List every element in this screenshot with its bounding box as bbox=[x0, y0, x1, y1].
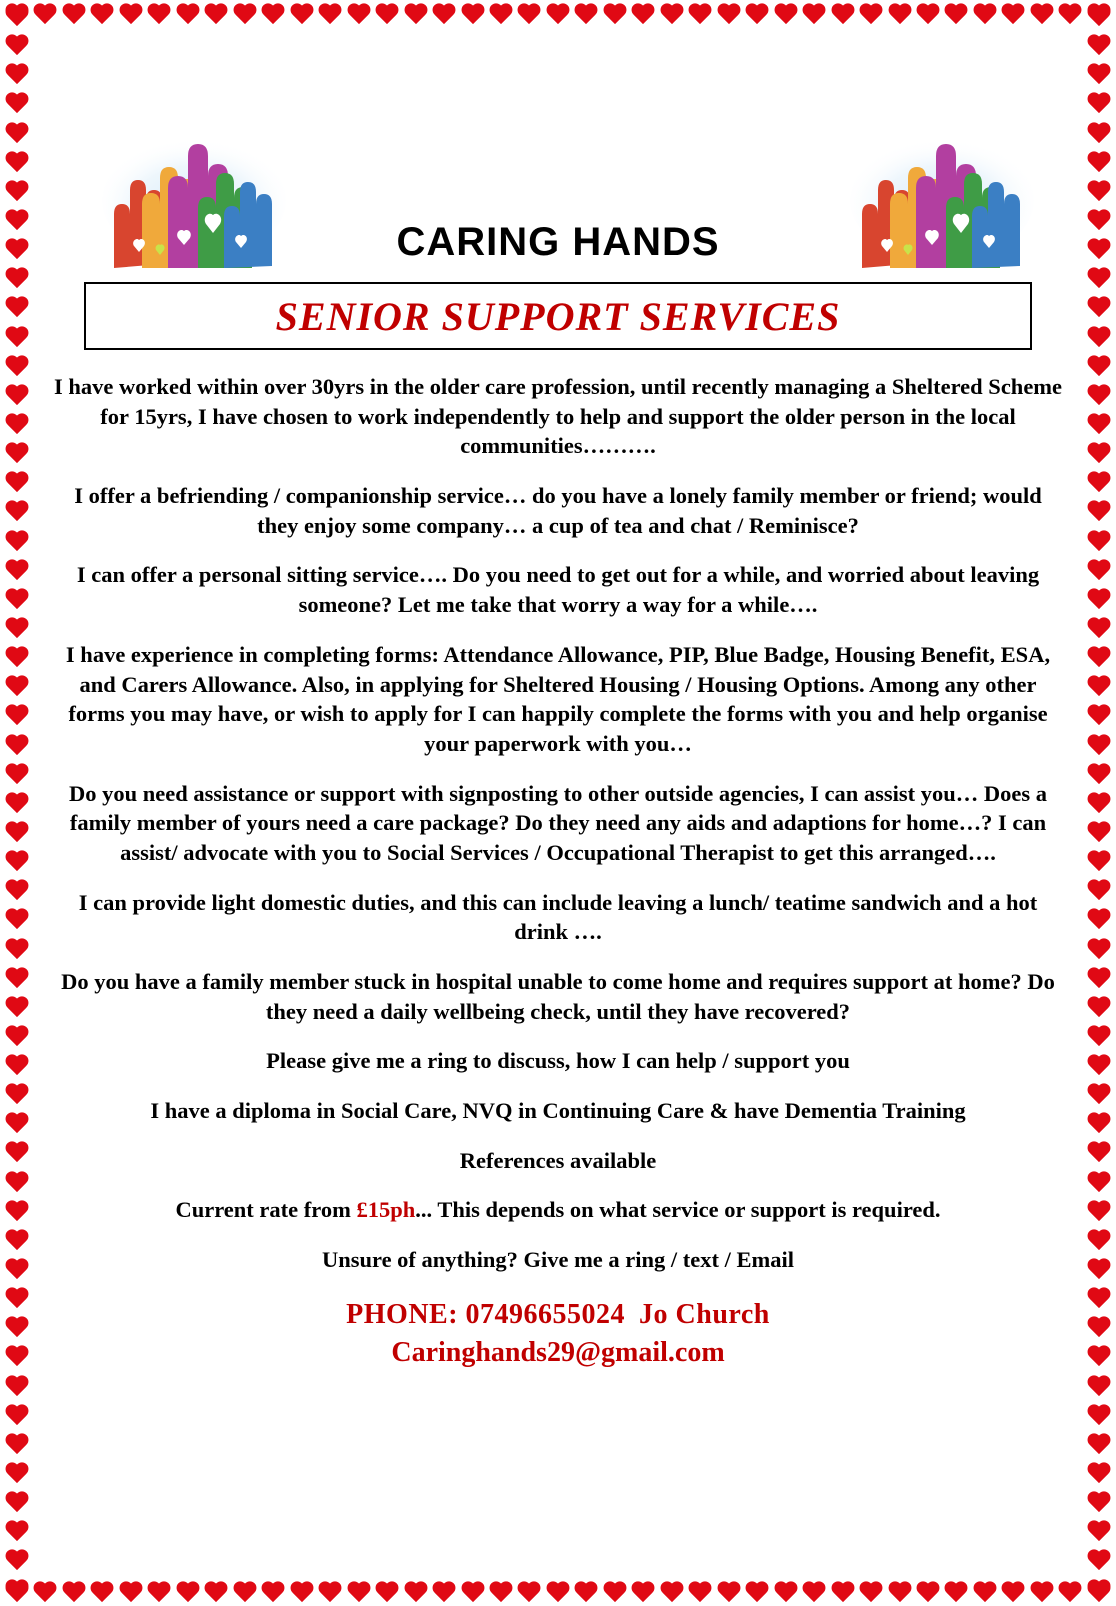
heart-icon bbox=[858, 2, 884, 26]
heart-icon bbox=[431, 1580, 457, 1604]
heart-icon bbox=[232, 2, 258, 26]
heart-icon bbox=[4, 91, 30, 115]
page-title: CARING HANDS bbox=[396, 220, 720, 264]
heart-icon bbox=[4, 762, 30, 786]
heart-icon bbox=[4, 383, 30, 407]
heart-icon bbox=[1086, 878, 1112, 902]
heart-icon bbox=[1086, 1024, 1112, 1048]
heart-icon bbox=[4, 907, 30, 931]
heart-icon bbox=[516, 1580, 542, 1604]
heart-icon bbox=[260, 2, 286, 26]
heart-icon bbox=[1086, 820, 1112, 844]
paragraph: I have a diploma in Social Care, NVQ in Continuing Care & have Dementia Training bbox=[150, 1098, 966, 1124]
heart-icon bbox=[4, 237, 30, 261]
paragraph: Please give me a ring to discuss, how I can help / support you bbox=[266, 1048, 850, 1074]
heart-icon bbox=[1086, 1403, 1112, 1427]
heart-icon bbox=[1086, 33, 1112, 57]
heart-icon bbox=[4, 1519, 30, 1543]
heart-icon bbox=[4, 1199, 30, 1223]
heart-icon bbox=[1086, 1374, 1112, 1398]
heart-icon bbox=[146, 1580, 172, 1604]
heart-icon bbox=[943, 1580, 969, 1604]
heart-icon bbox=[744, 2, 770, 26]
rate-prefix: Current rate from bbox=[175, 1197, 357, 1223]
heart-icon bbox=[4, 849, 30, 873]
heart-icon bbox=[175, 2, 201, 26]
heart-icon bbox=[317, 1580, 343, 1604]
heart-icon bbox=[1086, 441, 1112, 465]
heart-icon bbox=[4, 2, 30, 26]
heart-icon bbox=[1086, 62, 1112, 86]
heart-icon bbox=[1086, 499, 1112, 523]
heart-icon bbox=[943, 2, 969, 26]
heart-icon bbox=[4, 1053, 30, 1077]
heart-icon bbox=[830, 1580, 856, 1604]
heart-icon bbox=[1029, 1580, 1055, 1604]
heart-icon bbox=[1086, 733, 1112, 757]
heart-icon bbox=[1086, 1170, 1112, 1194]
heart-icon bbox=[4, 966, 30, 990]
paragraph: I have worked within over 30yrs in the older care profession, until recently managing a Sheltered Scheme for 15yrs, I have chosen to work independently to help and support the older person in the local communities………. bbox=[53, 374, 1063, 459]
heart-icon bbox=[488, 2, 514, 26]
heart-icon bbox=[4, 441, 30, 465]
heart-icon bbox=[1086, 587, 1112, 611]
heart-icon bbox=[374, 1580, 400, 1604]
heart-icon bbox=[460, 1580, 486, 1604]
heart-icon bbox=[1086, 121, 1112, 145]
heart-icon bbox=[1086, 1580, 1112, 1604]
heart-icon bbox=[801, 2, 827, 26]
heart-icon bbox=[4, 4, 30, 28]
heart-icon bbox=[1086, 1111, 1112, 1135]
heart-icon bbox=[4, 295, 30, 319]
heart-icon bbox=[4, 616, 30, 640]
heart-icon bbox=[773, 2, 799, 26]
rate-suffix: ... This depends on what service or support is required. bbox=[415, 1197, 941, 1223]
heart-icon bbox=[4, 470, 30, 494]
email-address[interactable]: Caringhands29@gmail.com bbox=[391, 1336, 725, 1368]
heart-icon bbox=[545, 2, 571, 26]
heart-icon bbox=[1086, 1548, 1112, 1572]
heart-border-bottom bbox=[4, 1580, 1112, 1604]
heart-icon bbox=[1086, 1140, 1112, 1164]
heart-icon bbox=[1086, 354, 1112, 378]
heart-icon bbox=[203, 2, 229, 26]
heart-icon bbox=[1000, 1580, 1026, 1604]
heart-icon bbox=[1057, 1580, 1083, 1604]
heart-icon bbox=[1029, 2, 1055, 26]
heart-icon bbox=[4, 412, 30, 436]
heart-icon bbox=[630, 2, 656, 26]
heart-icon bbox=[374, 2, 400, 26]
heart-icon bbox=[4, 1228, 30, 1252]
heart-icon bbox=[289, 1580, 315, 1604]
heart-icon bbox=[4, 1548, 30, 1572]
heart-icon bbox=[1086, 266, 1112, 290]
heart-icon bbox=[4, 1315, 30, 1339]
heart-icon bbox=[4, 733, 30, 757]
heart-icon bbox=[1086, 1432, 1112, 1456]
heart-icon bbox=[32, 2, 58, 26]
heart-icon bbox=[4, 1170, 30, 1194]
heart-icon bbox=[4, 791, 30, 815]
heart-icon bbox=[4, 587, 30, 611]
heart-icon bbox=[89, 1580, 115, 1604]
masthead bbox=[44, 40, 1072, 264]
heart-icon bbox=[887, 1580, 913, 1604]
heart-icon bbox=[4, 179, 30, 203]
heart-icon bbox=[744, 1580, 770, 1604]
paragraph: I can offer a personal sitting service…. Do you need to get out for a while, and worried about leaving someone? Let me take that worry a way for a while…. bbox=[76, 562, 1040, 618]
heart-icon bbox=[1086, 645, 1112, 669]
heart-icon bbox=[4, 1140, 30, 1164]
paragraph: I have experience in completing forms: Attendance Allowance, PIP, Blue Badge, Housing Benefit, ESA, and Carers Allowance. Also, in applying for Sheltered Housing / Housing Options. Among any other forms you may have, or wish to apply for I can happily complete the forms with you and help organise your paperwork with you… bbox=[65, 641, 1051, 756]
heart-icon bbox=[4, 354, 30, 378]
heart-icon bbox=[716, 1580, 742, 1604]
heart-icon bbox=[4, 1024, 30, 1048]
heart-icon bbox=[4, 1257, 30, 1281]
heart-icon bbox=[403, 2, 429, 26]
heart-icon bbox=[32, 1580, 58, 1604]
heart-border-right bbox=[1086, 4, 1112, 1602]
heart-icon bbox=[4, 937, 30, 961]
heart-icon bbox=[4, 266, 30, 290]
rate-line bbox=[52, 1195, 1064, 1225]
flyer-page bbox=[44, 40, 1072, 1546]
heart-icon bbox=[887, 2, 913, 26]
heart-icon bbox=[431, 2, 457, 26]
heart-icon bbox=[118, 2, 144, 26]
heart-icon bbox=[1086, 966, 1112, 990]
contact-block bbox=[44, 1299, 1072, 1369]
paragraph: References available bbox=[459, 1147, 657, 1173]
heart-icon bbox=[1086, 1286, 1112, 1310]
heart-icon bbox=[1086, 907, 1112, 931]
heart-icon bbox=[1086, 1053, 1112, 1077]
heart-icon bbox=[4, 645, 30, 669]
heart-icon bbox=[801, 1580, 827, 1604]
heart-icon bbox=[4, 878, 30, 902]
heart-icon bbox=[4, 208, 30, 232]
heart-icon bbox=[915, 2, 941, 26]
heart-icon bbox=[516, 2, 542, 26]
heart-icon bbox=[659, 1580, 685, 1604]
heart-icon bbox=[1086, 179, 1112, 203]
heart-icon bbox=[89, 2, 115, 26]
heart-border-left bbox=[4, 4, 30, 1602]
heart-icon bbox=[1000, 2, 1026, 26]
heart-icon bbox=[858, 1580, 884, 1604]
heart-icon bbox=[1086, 412, 1112, 436]
heart-icon bbox=[830, 2, 856, 26]
heart-icon bbox=[1086, 1344, 1112, 1368]
heart-icon bbox=[4, 1374, 30, 1398]
heart-icon bbox=[61, 2, 87, 26]
heart-icon bbox=[1086, 1519, 1112, 1543]
heart-icon bbox=[1086, 4, 1112, 28]
heart-icon bbox=[1086, 237, 1112, 261]
heart-icon bbox=[460, 2, 486, 26]
heart-icon bbox=[4, 150, 30, 174]
paragraph: I offer a befriending / companionship service… do you have a lonely family member or friend; would they enjoy some company… a cup of tea and chat / Reminisce? bbox=[74, 483, 1042, 538]
heart-icon bbox=[232, 1580, 258, 1604]
paragraph: Do you need assistance or support with signposting to other outside agencies, I can assist you… Does a family member of yours need a care package? Do they need any aids and adaptions for home…? I can assist/ advocate with you to Social Services / Occupational Therapist to get this arranged…. bbox=[68, 780, 1047, 865]
heart-icon bbox=[573, 1580, 599, 1604]
heart-icon bbox=[687, 1580, 713, 1604]
heart-icon bbox=[175, 1580, 201, 1604]
heart-icon bbox=[1086, 208, 1112, 232]
heart-icon bbox=[1086, 1082, 1112, 1106]
heart-icon bbox=[1086, 529, 1112, 553]
phone-number[interactable]: PHONE: 07496655024 bbox=[346, 1298, 626, 1330]
heart-icon bbox=[4, 1490, 30, 1514]
heart-icon bbox=[602, 2, 628, 26]
heart-icon bbox=[260, 1580, 286, 1604]
contact-name: Jo Church bbox=[639, 1298, 770, 1330]
heart-icon bbox=[1057, 2, 1083, 26]
heart-icon bbox=[1086, 1315, 1112, 1339]
heart-icon bbox=[1086, 2, 1112, 26]
heart-icon bbox=[773, 1580, 799, 1604]
heart-icon bbox=[1086, 849, 1112, 873]
heart-icon bbox=[4, 62, 30, 86]
heart-icon bbox=[1086, 295, 1112, 319]
heart-icon bbox=[1086, 995, 1112, 1019]
heart-icon bbox=[4, 820, 30, 844]
heart-icon bbox=[403, 1580, 429, 1604]
heart-icon bbox=[1086, 383, 1112, 407]
body-copy bbox=[52, 372, 1064, 1275]
heart-icon bbox=[4, 325, 30, 349]
heart-icon bbox=[4, 558, 30, 582]
heart-icon bbox=[4, 1082, 30, 1106]
banner-title: SENIOR SUPPORT SERVICES bbox=[275, 293, 841, 339]
heart-icon bbox=[203, 1580, 229, 1604]
heart-icon bbox=[4, 674, 30, 698]
heart-icon bbox=[1086, 91, 1112, 115]
heart-icon bbox=[4, 1461, 30, 1485]
heart-icon bbox=[1086, 703, 1112, 727]
heart-icon bbox=[4, 1580, 30, 1604]
heart-icon bbox=[1086, 1461, 1112, 1485]
heart-icon bbox=[972, 1580, 998, 1604]
phone-line bbox=[44, 1299, 1072, 1331]
heart-icon bbox=[1086, 1199, 1112, 1223]
heart-icon bbox=[4, 1578, 30, 1602]
heart-icon bbox=[602, 1580, 628, 1604]
heart-icon bbox=[1086, 1228, 1112, 1252]
heart-icon bbox=[4, 995, 30, 1019]
heart-icon bbox=[1086, 150, 1112, 174]
heart-icon bbox=[1086, 470, 1112, 494]
heart-icon bbox=[4, 1344, 30, 1368]
heart-icon bbox=[4, 33, 30, 57]
heart-icon bbox=[4, 1403, 30, 1427]
heart-icon bbox=[1086, 1257, 1112, 1281]
heart-icon bbox=[146, 2, 172, 26]
heart-icon bbox=[1086, 762, 1112, 786]
heart-icon bbox=[1086, 1578, 1112, 1602]
heart-icon bbox=[346, 1580, 372, 1604]
heart-icon bbox=[972, 2, 998, 26]
heart-icon bbox=[61, 1580, 87, 1604]
heart-border-top bbox=[4, 2, 1112, 26]
heart-icon bbox=[687, 2, 713, 26]
closing-line: Unsure of anything? Give me a ring / text / Email bbox=[321, 1247, 795, 1273]
banner bbox=[84, 282, 1032, 350]
heart-icon bbox=[4, 121, 30, 145]
heart-icon bbox=[1086, 558, 1112, 582]
heart-icon bbox=[317, 2, 343, 26]
heart-icon bbox=[4, 703, 30, 727]
heart-icon bbox=[4, 1286, 30, 1310]
heart-icon bbox=[1086, 1490, 1112, 1514]
paragraph: I can provide light domestic duties, and this can include leaving a lunch/ teatime sandwich and a hot drink …. bbox=[78, 889, 1038, 945]
heart-icon bbox=[1086, 937, 1112, 961]
heart-icon bbox=[915, 1580, 941, 1604]
heart-icon bbox=[289, 2, 315, 26]
heart-icon bbox=[545, 1580, 571, 1604]
paragraph: Do you have a family member stuck in hospital unable to come home and requires support at home? Do they need a daily wellbeing check, until they have recovered? bbox=[61, 969, 1055, 1024]
heart-icon bbox=[4, 1432, 30, 1456]
heart-icon bbox=[1086, 616, 1112, 640]
heart-icon bbox=[4, 1111, 30, 1135]
rate-value: £15ph bbox=[356, 1197, 416, 1223]
heart-icon bbox=[488, 1580, 514, 1604]
heart-icon bbox=[4, 499, 30, 523]
heart-icon bbox=[573, 2, 599, 26]
heart-icon bbox=[118, 1580, 144, 1604]
heart-icon bbox=[4, 529, 30, 553]
heart-icon bbox=[1086, 791, 1112, 815]
heart-icon bbox=[716, 2, 742, 26]
heart-icon bbox=[1086, 674, 1112, 698]
heart-icon bbox=[659, 2, 685, 26]
heart-icon bbox=[630, 1580, 656, 1604]
heart-icon bbox=[346, 2, 372, 26]
heart-icon bbox=[1086, 325, 1112, 349]
